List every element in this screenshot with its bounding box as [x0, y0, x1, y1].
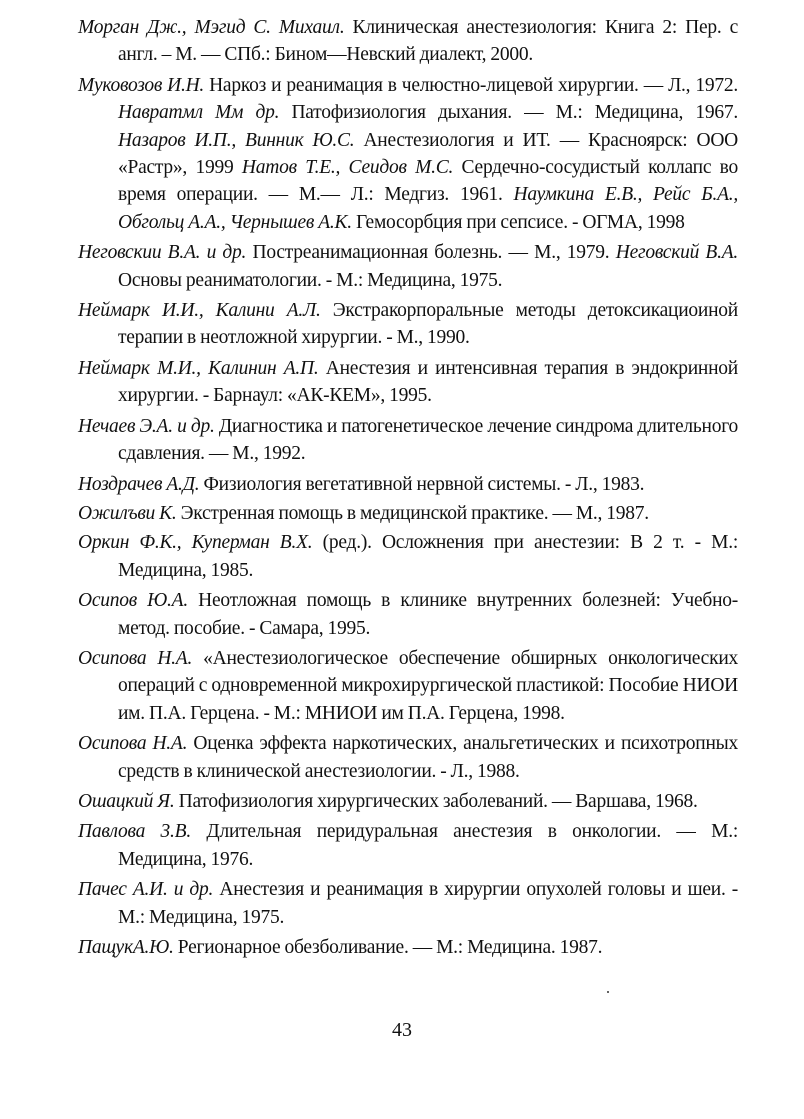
entry-author: Ноздрачев А.Д. [78, 473, 200, 495]
page-number: 43 [392, 1019, 412, 1041]
entry-text: Диагностика и патогенетическое лечение синдрома длительного сдавления. — М., 1992. [118, 415, 738, 465]
entry-text: Экстренная помощь в медицинской практике. — М., 1987. [176, 502, 649, 524]
entry-text: Гемосорбция при сепсисе. - ОГМА, 1998 [351, 211, 685, 233]
bibliography-entry [78, 645, 738, 727]
bibliography-entry [78, 239, 738, 294]
entry-author: Неймарк М.И., Калинин А.П. [78, 357, 319, 379]
entry-author: Неговский В.А. [615, 242, 738, 264]
entry-author: Назаров И.П., Винник Ю.С. [118, 129, 355, 151]
entry-text: Клиническая анестезиология: Книга 2: Пер. с англ. – М. — СПб.: Бином—Невский диалект, 2000. [118, 17, 738, 66]
entry-text: Патофизиология дыхания. — М.: Медицина, 1967. [279, 102, 738, 124]
entry-author: ПащукА.Ю. [78, 937, 174, 958]
entry-author: Натов Т.Е., Сеидов М.С. [241, 157, 454, 179]
entry-text: Неотложная помощь в клинике внутренних болезней: Учебно-метод. пособие. - Самара, 1995. [118, 590, 738, 639]
entry-text: Физиология вегетативной нервной системы. - Л., 1983. [199, 473, 645, 495]
entry-author: Оркин Ф.К., Куперман В.Х. [78, 532, 313, 554]
bibliography-entry [78, 876, 738, 931]
entry-author: Осипов Ю.А. [78, 590, 188, 612]
bibliography-list [78, 14, 738, 964]
bibliography-entry [78, 500, 738, 527]
bibliography-entry [78, 587, 738, 642]
bibliography-entry [78, 413, 738, 468]
entry-author: Осипова Н.А. [78, 647, 193, 669]
entry-author: Ошацкий Я. [78, 790, 175, 812]
entry-author: Павлова 3.В. [78, 821, 191, 843]
entry-author: Пачес А.И. и др. [78, 879, 214, 901]
bibliography-entry [78, 297, 738, 352]
entry-text: Анестезиология и ИТ. — Красноярск: ООО «Растр», 1999 [118, 129, 738, 179]
bibliography-entry [78, 788, 738, 815]
entry-author: Ожилъви К. [78, 502, 177, 524]
entry-text: Анестезия и интенсивная терапия в эндокринной хирургии. - Барнаул: «АК-КЕМ», 1995. [118, 357, 738, 407]
entry-text: Основы реаниматологии. - М.: Медицина, 1975. [118, 269, 503, 291]
entry-text: Сердечно-сосудистый коллапс во время операции. — М.— Л.: Медгиз. 1961. [118, 157, 738, 206]
entry-text: Постреанимационная болезнь. — М., 1979. [246, 242, 616, 264]
entry-text: Наркоз и реанимация в челюстно-лицевой хирургии. — Л., 1972. [204, 74, 738, 96]
entry-text: Оценка эффекта наркотических, анальгетических и психотропных средств в клинической анестезиологии. - Л., 1988. [118, 733, 739, 782]
bibliography-entry [78, 934, 738, 961]
entry-author: Муковозов И.Н. [78, 74, 205, 96]
entry-text: Экстракорпоральные методы детоксикациоиной терапии в неотложной хирургии. - М., 1990. [118, 300, 738, 349]
entry-text: (ред.). Осложнения при анестезии: В 2 т. - М.: Медицина, 1985. [118, 532, 739, 581]
entry-author: Навратмл Мм др. [118, 102, 280, 124]
bibliography-entry [78, 818, 738, 873]
entry-text: Регионарное обезболивание. — М.: Медицина. 1987. [173, 937, 603, 958]
bibliography-entry [78, 14, 738, 69]
entry-text: Патофизиология хирургических заболеваний. — Варшава, 1968. [174, 790, 698, 812]
bibliography-entry [78, 730, 738, 785]
bibliography-entry [78, 355, 738, 410]
scan-speck [607, 991, 609, 993]
entry-author: Неймарк И.И., Калини А.Л. [78, 300, 321, 322]
entry-author: Неговскии В.А. и др. [78, 242, 247, 264]
bibliography-entry [78, 72, 738, 236]
bibliography-entry [78, 471, 738, 498]
entry-text: Длительная перидуральная анестезия в онкологии. — М.: Медицина, 1976. [118, 821, 739, 870]
entry-author: Нечаев Э.А. и др. [78, 415, 215, 437]
entry-author: Морган Дж., Мэгид С. Михаил. [78, 17, 345, 38]
entry-text: Анестезия и реанимация в хирургии опухолей головы и шеи. - М.: Медицина, 1975. [118, 879, 738, 928]
entry-text: «Анестезиологическое обеспечение обширных онкологических операций с одновременной микрохирургической пластикой: Пособие НИОИ им. П.А. Герцена. - М.: МНИОИ им П.А. Герцена, 1998. [118, 647, 738, 724]
entry-author: Осипова Н.А. [78, 733, 188, 755]
entry-author: Наумкина Е.В., Рейс Б.А., Обгольц А.А., Чернышев А.К. [118, 184, 738, 233]
bibliography-entry [78, 529, 738, 584]
